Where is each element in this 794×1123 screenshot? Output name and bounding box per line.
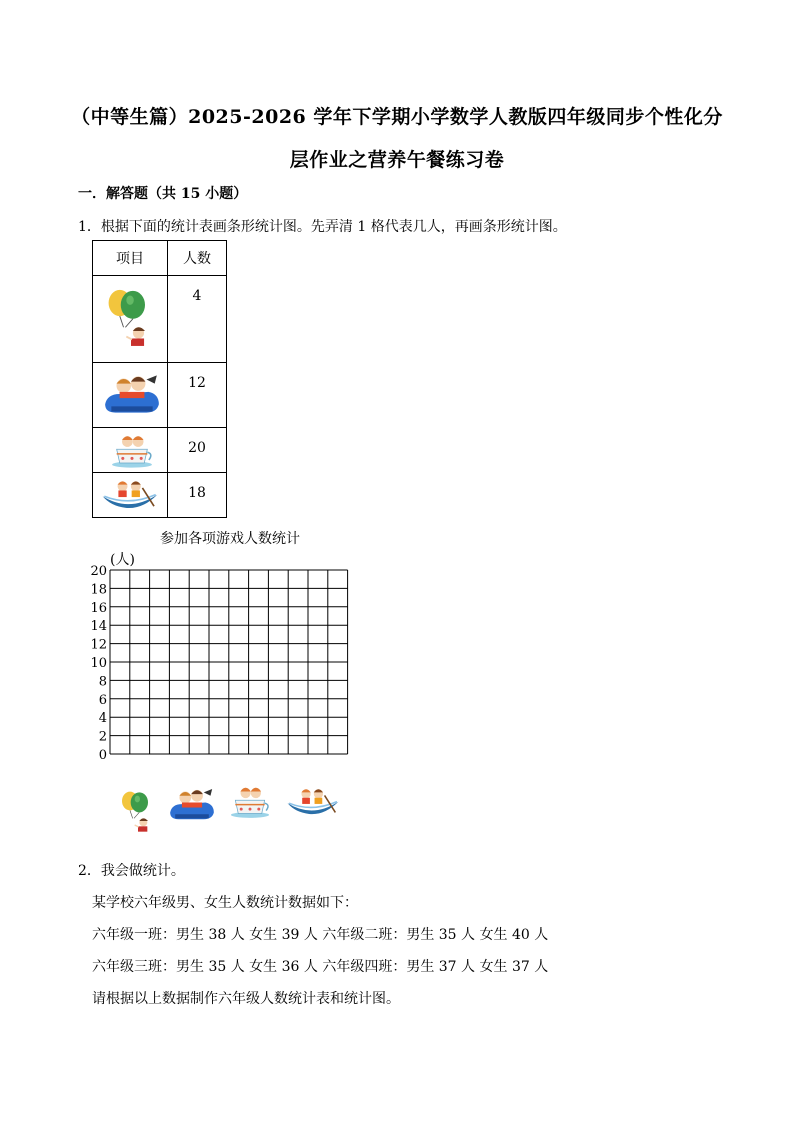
y-tick-label: 14 xyxy=(90,619,107,635)
question-1-prompt: 1．根据下面的统计表画条形统计图。先弄清 1 格代表几人，再画条形统计图。 xyxy=(78,219,567,235)
bumper-car-icon xyxy=(166,784,218,826)
header-count: 人数 xyxy=(168,241,227,276)
section-heading: 一．解答题（共 15 小题） xyxy=(78,186,248,202)
y-tick-label: 10 xyxy=(90,656,107,671)
document-title-line-2: 层作业之营养午餐练习卷 xyxy=(289,149,505,171)
statistics-table xyxy=(92,240,227,518)
bar-chart-grid xyxy=(86,548,356,778)
y-tick-label: 0 xyxy=(98,748,107,763)
y-tick-label: 2 xyxy=(98,729,107,745)
boat-ride-icon xyxy=(286,784,340,820)
balloon-girl-icon xyxy=(103,284,159,350)
document-title-line-1: （中等生篇）2025-2026 学年下学期小学数学人教版四年级同步个性化分 xyxy=(71,106,723,128)
y-tick-label: 8 xyxy=(98,674,107,690)
chart-title: 参加各项游戏人数统计 xyxy=(160,531,300,547)
question-2-line: 六年级一班：男生 38 人 女生 39 人 六年级二班：男生 35 人 女生 40 人 xyxy=(92,927,549,943)
y-tick-label: 4 xyxy=(98,711,107,727)
table-row xyxy=(93,363,227,428)
teacup-ride-icon xyxy=(228,782,272,820)
y-axis-label: (人) xyxy=(110,552,135,568)
teacup-ride-icon xyxy=(109,430,155,470)
table-row xyxy=(93,276,227,363)
table-value: 20 xyxy=(168,428,227,473)
table-value: 18 xyxy=(168,473,227,518)
boat-ride-icon xyxy=(101,476,159,514)
y-tick-label: 20 xyxy=(90,564,107,579)
question-2-line: 请根据以上数据制作六年级人数统计表和统计图。 xyxy=(92,991,400,1007)
y-tick-label: 18 xyxy=(90,582,107,598)
bumper-car-icon xyxy=(101,369,163,421)
table-header-row xyxy=(93,241,227,276)
question-2-prompt: 2．我会做统计。 xyxy=(78,863,185,879)
balloon-girl-icon xyxy=(118,778,158,844)
question-2-line: 六年级三班：男生 35 人 女生 36 人 六年级四班：男生 37 人 女生 37 人 xyxy=(92,959,549,975)
question-2-line: 某学校六年级男、女生人数统计数据如下： xyxy=(92,895,358,911)
table-value: 12 xyxy=(168,363,227,428)
table-value: 4 xyxy=(168,276,227,363)
table-row xyxy=(93,428,227,473)
y-tick-label: 12 xyxy=(90,637,107,653)
table-row xyxy=(93,473,227,518)
y-tick-label: 6 xyxy=(98,692,107,708)
header-item: 项目 xyxy=(93,241,168,276)
y-tick-label: 16 xyxy=(90,600,107,616)
